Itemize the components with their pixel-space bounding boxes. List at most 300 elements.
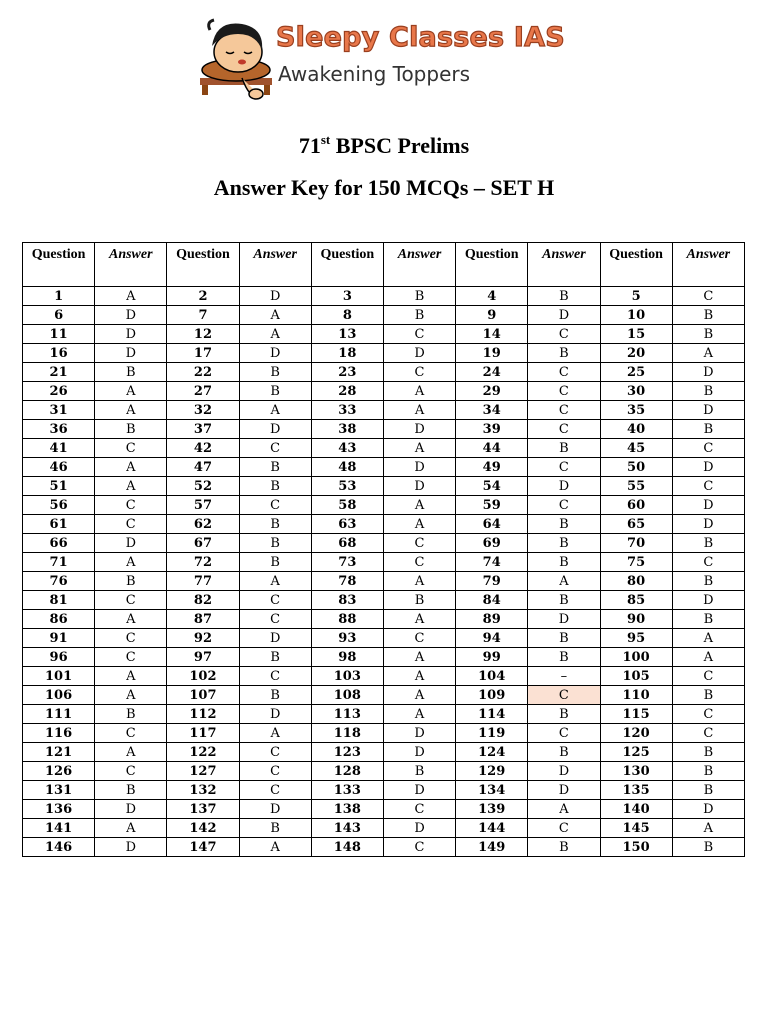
- question-number: 54: [456, 477, 528, 496]
- question-number: 48: [311, 458, 383, 477]
- answer-value: C: [528, 724, 600, 743]
- answer-value: B: [239, 458, 311, 477]
- question-number: 13: [311, 325, 383, 344]
- question-number: 6: [23, 306, 95, 325]
- question-number: 47: [167, 458, 239, 477]
- question-number: 126: [23, 762, 95, 781]
- answer-value: A: [383, 439, 455, 458]
- table-row: [23, 819, 745, 838]
- table-row: [23, 705, 745, 724]
- question-number: 31: [23, 401, 95, 420]
- answer-value: C: [95, 515, 167, 534]
- brand-tagline: Awakening Toppers: [278, 62, 471, 86]
- question-number: 135: [600, 781, 672, 800]
- question-number: 40: [600, 420, 672, 439]
- question-number: 104: [456, 667, 528, 686]
- question-number: 51: [23, 477, 95, 496]
- question-number: 108: [311, 686, 383, 705]
- answer-value: B: [528, 287, 600, 306]
- question-number: 107: [167, 686, 239, 705]
- answer-value: A: [239, 325, 311, 344]
- question-number: 26: [23, 382, 95, 401]
- question-number: 56: [23, 496, 95, 515]
- answer-value: D: [239, 629, 311, 648]
- answer-value: D: [528, 477, 600, 496]
- question-number: 121: [23, 743, 95, 762]
- answer-value: C: [239, 743, 311, 762]
- question-number: 98: [311, 648, 383, 667]
- table-row: [23, 591, 745, 610]
- table-row: [23, 534, 745, 553]
- question-number: 52: [167, 477, 239, 496]
- question-number: 110: [600, 686, 672, 705]
- answer-value: C: [95, 648, 167, 667]
- answer-value: A: [95, 553, 167, 572]
- answer-value: C: [528, 325, 600, 344]
- question-number: 44: [456, 439, 528, 458]
- question-number: 127: [167, 762, 239, 781]
- question-number: 17: [167, 344, 239, 363]
- answer-value: B: [672, 325, 744, 344]
- answer-value: D: [383, 724, 455, 743]
- question-number: 70: [600, 534, 672, 553]
- answer-value: D: [672, 515, 744, 534]
- question-number: 115: [600, 705, 672, 724]
- answer-value: B: [672, 420, 744, 439]
- question-number: 87: [167, 610, 239, 629]
- answer-value: B: [528, 838, 600, 857]
- question-number: 138: [311, 800, 383, 819]
- answer-value: C: [528, 363, 600, 382]
- answer-value: D: [383, 420, 455, 439]
- question-number: 101: [23, 667, 95, 686]
- question-number: 73: [311, 553, 383, 572]
- answer-value: C: [672, 705, 744, 724]
- table-row: [23, 420, 745, 439]
- question-number: 124: [456, 743, 528, 762]
- answer-value: A: [239, 572, 311, 591]
- question-number: 3: [311, 287, 383, 306]
- answer-value: A: [383, 705, 455, 724]
- question-number: 4: [456, 287, 528, 306]
- question-header: Question: [167, 243, 239, 287]
- answer-value: C: [239, 762, 311, 781]
- question-number: 122: [167, 743, 239, 762]
- question-number: 96: [23, 648, 95, 667]
- question-number: 79: [456, 572, 528, 591]
- question-number: 129: [456, 762, 528, 781]
- answer-value: B: [528, 439, 600, 458]
- question-number: 45: [600, 439, 672, 458]
- answer-value: C: [239, 439, 311, 458]
- question-number: 32: [167, 401, 239, 420]
- answer-value: C: [383, 800, 455, 819]
- answer-value: B: [383, 287, 455, 306]
- question-number: 136: [23, 800, 95, 819]
- answer-value: A: [239, 838, 311, 857]
- question-number: 19: [456, 344, 528, 363]
- question-number: 12: [167, 325, 239, 344]
- question-number: 58: [311, 496, 383, 515]
- answer-value: B: [239, 477, 311, 496]
- table-row: [23, 629, 745, 648]
- answer-value: B: [672, 382, 744, 401]
- question-number: 150: [600, 838, 672, 857]
- answer-value: C: [672, 287, 744, 306]
- answer-value: C: [672, 439, 744, 458]
- answer-value: A: [239, 306, 311, 325]
- question-number: 53: [311, 477, 383, 496]
- answer-value: A: [528, 800, 600, 819]
- answer-value: A: [95, 287, 167, 306]
- question-number: 60: [600, 496, 672, 515]
- answer-value: B: [383, 591, 455, 610]
- question-number: 144: [456, 819, 528, 838]
- answer-value: C: [528, 382, 600, 401]
- question-number: 20: [600, 344, 672, 363]
- table-row: [23, 325, 745, 344]
- answer-value: B: [239, 648, 311, 667]
- answer-header: Answer: [528, 243, 600, 287]
- answer-value: D: [528, 762, 600, 781]
- question-number: 119: [456, 724, 528, 743]
- question-number: 1: [23, 287, 95, 306]
- answer-value: A: [239, 724, 311, 743]
- table-row: [23, 800, 745, 819]
- question-number: 86: [23, 610, 95, 629]
- question-number: 7: [167, 306, 239, 325]
- answer-header: Answer: [672, 243, 744, 287]
- question-number: 105: [600, 667, 672, 686]
- question-header: Question: [600, 243, 672, 287]
- question-number: 99: [456, 648, 528, 667]
- sleeping-boy-mascot-icon: [198, 16, 274, 102]
- table-row: [23, 743, 745, 762]
- answer-value: B: [672, 534, 744, 553]
- answer-value: B: [239, 534, 311, 553]
- answer-value: C: [672, 553, 744, 572]
- question-number: 18: [311, 344, 383, 363]
- answer-value: D: [239, 287, 311, 306]
- answer-value: B: [528, 743, 600, 762]
- question-number: 100: [600, 648, 672, 667]
- table-row: [23, 781, 745, 800]
- question-number: 5: [600, 287, 672, 306]
- question-number: 111: [23, 705, 95, 724]
- answer-value: A: [95, 477, 167, 496]
- answer-value: C: [383, 534, 455, 553]
- question-number: 148: [311, 838, 383, 857]
- question-number: 90: [600, 610, 672, 629]
- table-row: [23, 686, 745, 705]
- question-number: 94: [456, 629, 528, 648]
- answer-value: A: [95, 401, 167, 420]
- question-number: 61: [23, 515, 95, 534]
- title-block: [0, 130, 768, 204]
- answer-value: D: [672, 401, 744, 420]
- question-number: 84: [456, 591, 528, 610]
- question-number: 114: [456, 705, 528, 724]
- answer-value: A: [383, 572, 455, 591]
- question-number: 80: [600, 572, 672, 591]
- answer-value: C: [383, 553, 455, 572]
- table-row: [23, 458, 745, 477]
- question-number: 24: [456, 363, 528, 382]
- question-number: 83: [311, 591, 383, 610]
- table-header-row: [23, 243, 745, 287]
- question-number: 81: [23, 591, 95, 610]
- answer-value: B: [528, 648, 600, 667]
- title-number: 71: [298, 133, 321, 158]
- answer-value: A: [95, 610, 167, 629]
- answer-value: B: [239, 363, 311, 382]
- answer-value: A: [95, 458, 167, 477]
- answer-value: D: [528, 781, 600, 800]
- question-number: 69: [456, 534, 528, 553]
- question-number: 30: [600, 382, 672, 401]
- answer-value: C: [239, 667, 311, 686]
- answer-value: C: [383, 838, 455, 857]
- question-number: 132: [167, 781, 239, 800]
- answer-value: C: [95, 439, 167, 458]
- question-number: 140: [600, 800, 672, 819]
- answer-value: B: [95, 781, 167, 800]
- answer-value: B: [528, 344, 600, 363]
- answer-value: B: [528, 629, 600, 648]
- question-number: 116: [23, 724, 95, 743]
- answer-key-table: [22, 242, 745, 857]
- table-row: [23, 572, 745, 591]
- question-header: Question: [23, 243, 95, 287]
- answer-value: D: [95, 800, 167, 819]
- table-row: [23, 306, 745, 325]
- question-number: 103: [311, 667, 383, 686]
- question-number: 131: [23, 781, 95, 800]
- answer-value: C: [239, 496, 311, 515]
- question-number: 37: [167, 420, 239, 439]
- answer-value: B: [95, 420, 167, 439]
- answer-value: D: [383, 743, 455, 762]
- answer-value: D: [528, 610, 600, 629]
- question-number: 33: [311, 401, 383, 420]
- answer-value: A: [383, 515, 455, 534]
- answer-value: D: [95, 306, 167, 325]
- question-number: 9: [456, 306, 528, 325]
- question-number: 145: [600, 819, 672, 838]
- question-number: 28: [311, 382, 383, 401]
- question-header: Question: [311, 243, 383, 287]
- question-number: 113: [311, 705, 383, 724]
- table-row: [23, 344, 745, 363]
- question-number: 15: [600, 325, 672, 344]
- answer-value: C: [95, 496, 167, 515]
- question-number: 22: [167, 363, 239, 382]
- answer-value: B: [383, 306, 455, 325]
- answer-value: D: [95, 838, 167, 857]
- question-number: 139: [456, 800, 528, 819]
- question-number: 92: [167, 629, 239, 648]
- question-number: 97: [167, 648, 239, 667]
- question-number: 16: [23, 344, 95, 363]
- answer-value: D: [672, 363, 744, 382]
- answer-value: A: [672, 819, 744, 838]
- question-number: 64: [456, 515, 528, 534]
- question-number: 10: [600, 306, 672, 325]
- answer-value: C: [528, 401, 600, 420]
- answer-key-body: [23, 287, 745, 857]
- answer-value: B: [239, 819, 311, 838]
- question-number: 72: [167, 553, 239, 572]
- question-number: 25: [600, 363, 672, 382]
- question-number: 143: [311, 819, 383, 838]
- answer-value: C: [95, 724, 167, 743]
- answer-value: C: [383, 325, 455, 344]
- question-number: 65: [600, 515, 672, 534]
- answer-value: D: [383, 344, 455, 363]
- question-header: Question: [456, 243, 528, 287]
- answer-value: B: [672, 838, 744, 857]
- answer-value: A: [383, 610, 455, 629]
- answer-value: B: [239, 515, 311, 534]
- question-number: 77: [167, 572, 239, 591]
- answer-value: B: [239, 553, 311, 572]
- answer-value: D: [528, 306, 600, 325]
- question-number: 118: [311, 724, 383, 743]
- question-number: 71: [23, 553, 95, 572]
- answer-value: B: [528, 534, 600, 553]
- question-number: 147: [167, 838, 239, 857]
- answer-header: Answer: [95, 243, 167, 287]
- question-number: 123: [311, 743, 383, 762]
- question-number: 2: [167, 287, 239, 306]
- answer-value: A: [383, 686, 455, 705]
- answer-value: C: [528, 496, 600, 515]
- brand-name: Sleepy Classes IAS: [276, 22, 565, 53]
- question-number: 36: [23, 420, 95, 439]
- answer-value: D: [239, 344, 311, 363]
- question-number: 149: [456, 838, 528, 857]
- question-number: 46: [23, 458, 95, 477]
- question-number: 78: [311, 572, 383, 591]
- question-number: 85: [600, 591, 672, 610]
- answer-value: C: [239, 781, 311, 800]
- question-number: 133: [311, 781, 383, 800]
- question-number: 75: [600, 553, 672, 572]
- answer-value: C: [528, 686, 600, 705]
- answer-value: B: [239, 382, 311, 401]
- answer-value: B: [528, 705, 600, 724]
- answer-value: D: [239, 705, 311, 724]
- question-number: 130: [600, 762, 672, 781]
- answer-value: D: [95, 325, 167, 344]
- logo: [198, 16, 578, 104]
- answer-value: A: [383, 382, 455, 401]
- question-number: 120: [600, 724, 672, 743]
- table-row: [23, 648, 745, 667]
- question-number: 68: [311, 534, 383, 553]
- answer-header: Answer: [383, 243, 455, 287]
- answer-value: B: [528, 515, 600, 534]
- question-number: 55: [600, 477, 672, 496]
- answer-value: A: [672, 629, 744, 648]
- question-number: 8: [311, 306, 383, 325]
- answer-value: D: [383, 819, 455, 838]
- answer-value: –: [528, 667, 600, 686]
- question-number: 50: [600, 458, 672, 477]
- answer-value: D: [672, 496, 744, 515]
- question-number: 76: [23, 572, 95, 591]
- answer-value: C: [239, 591, 311, 610]
- answer-value: C: [95, 629, 167, 648]
- question-number: 41: [23, 439, 95, 458]
- answer-value: B: [672, 781, 744, 800]
- question-number: 59: [456, 496, 528, 515]
- answer-value: C: [239, 610, 311, 629]
- answer-value: B: [672, 686, 744, 705]
- question-number: 93: [311, 629, 383, 648]
- question-number: 39: [456, 420, 528, 439]
- question-number: 109: [456, 686, 528, 705]
- question-number: 142: [167, 819, 239, 838]
- question-number: 89: [456, 610, 528, 629]
- answer-value: C: [528, 458, 600, 477]
- answer-value: B: [95, 363, 167, 382]
- answer-value: B: [528, 591, 600, 610]
- answer-value: A: [95, 819, 167, 838]
- title-rest: BPSC Prelims: [330, 133, 470, 158]
- question-number: 95: [600, 629, 672, 648]
- question-number: 21: [23, 363, 95, 382]
- table-row: [23, 439, 745, 458]
- table-row: [23, 477, 745, 496]
- question-number: 141: [23, 819, 95, 838]
- answer-value: A: [383, 648, 455, 667]
- table-row: [23, 382, 745, 401]
- answer-value: A: [95, 686, 167, 705]
- question-number: 34: [456, 401, 528, 420]
- question-number: 29: [456, 382, 528, 401]
- question-number: 43: [311, 439, 383, 458]
- question-number: 14: [456, 325, 528, 344]
- answer-value: A: [383, 667, 455, 686]
- answer-value: C: [95, 591, 167, 610]
- table-row: [23, 553, 745, 572]
- question-number: 128: [311, 762, 383, 781]
- question-number: 11: [23, 325, 95, 344]
- table-row: [23, 610, 745, 629]
- answer-value: A: [672, 648, 744, 667]
- question-number: 91: [23, 629, 95, 648]
- answer-value: B: [672, 743, 744, 762]
- table-row: [23, 515, 745, 534]
- table-row: [23, 667, 745, 686]
- answer-value: B: [672, 572, 744, 591]
- answer-value: A: [383, 401, 455, 420]
- answer-value: C: [95, 762, 167, 781]
- answer-value: B: [95, 572, 167, 591]
- answer-value: D: [239, 420, 311, 439]
- answer-value: D: [239, 800, 311, 819]
- table-row: [23, 401, 745, 420]
- answer-value: C: [383, 363, 455, 382]
- answer-value: D: [95, 534, 167, 553]
- answer-value: C: [672, 667, 744, 686]
- question-number: 38: [311, 420, 383, 439]
- answer-value: D: [383, 477, 455, 496]
- answer-value: B: [239, 686, 311, 705]
- question-number: 134: [456, 781, 528, 800]
- answer-value: B: [383, 762, 455, 781]
